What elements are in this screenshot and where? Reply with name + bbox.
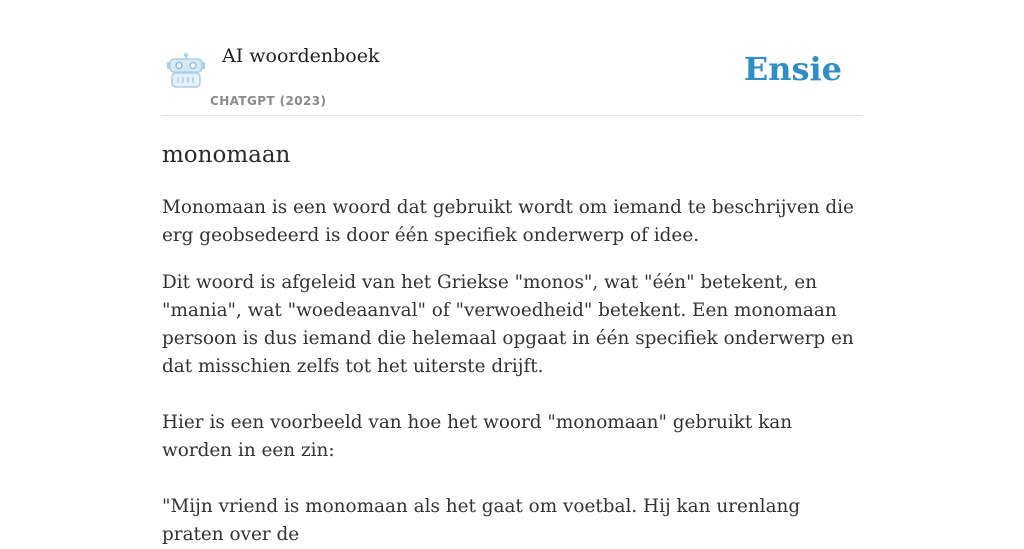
paragraph-spacer <box>162 465 862 493</box>
definition-paragraph: Monomaan is een woord dat gebruikt wordt om iemand te beschrijven die erg geobsedeerd is door één specifiek onderwerp of idee. <box>162 197 854 246</box>
definition-paragraph: Dit woord is afgeleid van het Griekse "monos", wat "één" betekent, en "mania", wat "woedeaanval" of "verwoedheid" betekent. Een monomaan persoon is dus iemand die helemaal opgaat in één specifiek onderwerp en dat misschien zelfs tot het uiterste drijft. <box>162 272 854 377</box>
entry-term: monomaan <box>162 142 291 168</box>
source-header <box>162 0 862 116</box>
definition-card <box>162 0 862 549</box>
robot-icon <box>166 52 206 90</box>
source-subtitle: CHATGPT (2023) <box>210 94 327 108</box>
brand-logo[interactable]: Ensie <box>743 50 842 88</box>
definition-paragraph: Hier is een voorbeeld van hoe het woord "monomaan" gebruikt kan worden in een zin: <box>162 412 793 461</box>
definition-body <box>162 194 862 549</box>
example-sentence: "Mijn vriend is monomaan als het gaat om voetbal. Hij kan urenlang praten over de <box>162 496 801 545</box>
source-title[interactable]: AI woordenboek <box>222 45 380 67</box>
paragraph-spacer <box>162 381 862 409</box>
